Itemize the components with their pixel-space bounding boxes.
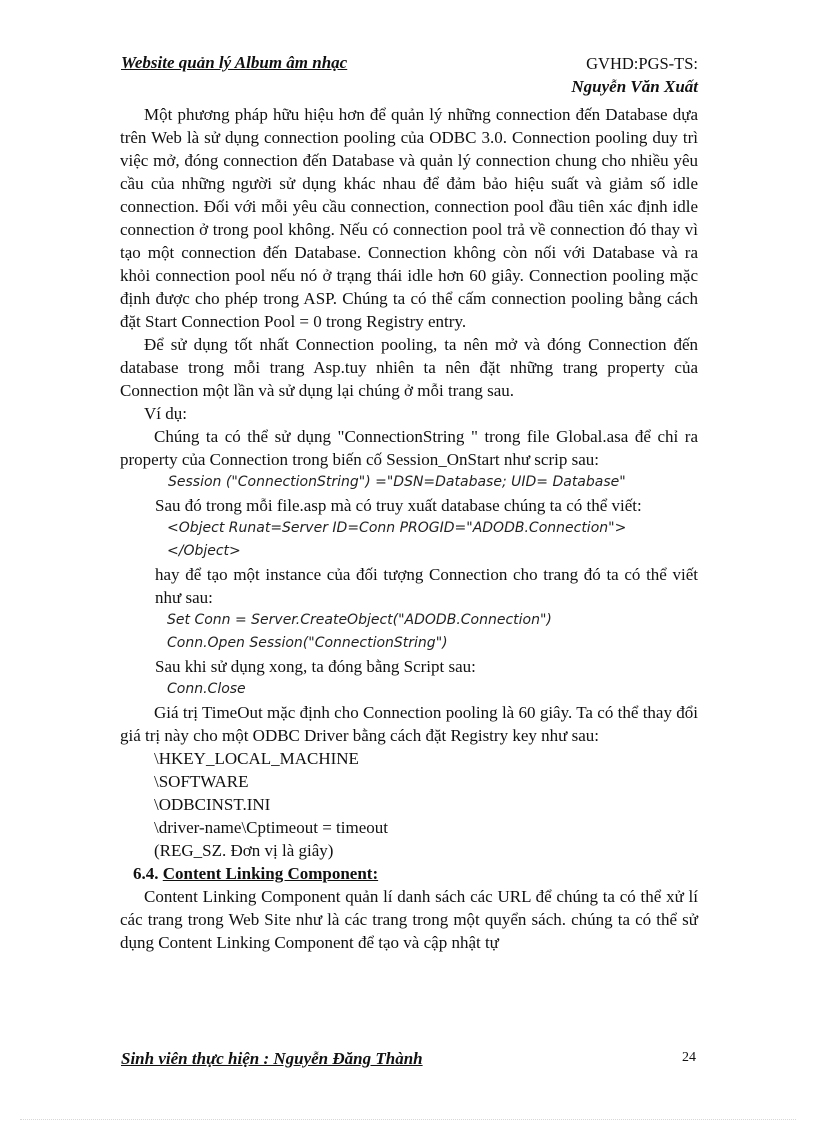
paragraph-connection-pooling: Một phương pháp hữu hiệu hơn để quản lý những connection đến Database dựa trên Web là sử dụng connection pooling của ODBC 3.0. Connection pooling duy trì việc mở, đóng connection đến Database và quản lý connection chung cho nhiều yêu cầu của những người sử dụng khác nhau để đảm bảo hiệu suất và giảm số idle connection. Đối với mỗi yêu cầu connection, connection pool đầu tiên xác định idle connection ở trong pool không. Nếu có connection pool trả về connection đó thay vì tạo một connection đến Database. Connection không còn nối với Database và ra khỏi connection pool nếu nó ở trạng thái idle hơn 60 giây. Connection pooling mặc định được cho phép trong ASP. Chúng ta có thể cấm connection pooling bằng cách đặt Start Connection Pool = 0 trong Registry entry. — [120, 105, 698, 331]
code-session-connectionstring: Session ("ConnectionString") ="DSN=Database; UID= Database" — [168, 474, 626, 490]
paragraph-example-label: Ví dụ: — [144, 404, 187, 423]
section-heading — [120, 862, 698, 885]
registry-key-line: (REG_SZ. Đơn vị là giây) — [154, 841, 334, 860]
paragraph-global-asa: Chúng ta có thể sử dụng "ConnectionString " trong file Global.asa để chỉ ra property của Connection trong biến cố Session_OnStart như scrip sau: — [120, 427, 698, 469]
registry-key-line: \SOFTWARE — [154, 772, 249, 791]
paragraph-timeout: Giá trị TimeOut mặc định cho Connection pooling là 60 giây. Ta có thể thay đổi giá trị này cho một ODBC Driver bằng cách đặt Registry key như sau: — [120, 703, 698, 745]
paragraph-each-asp-file: Sau đó trong mỗi file.asp mà có truy xuất database chúng ta có thể viết: — [155, 496, 642, 515]
code-object-close-tag: </Object> — [167, 543, 241, 559]
header-supervisor-label: GVHD:PGS-TS: — [586, 54, 698, 73]
paragraph-content-linking: Content Linking Component quản lí danh sách các URL để chúng ta có thể xử lí các trang trong Web Site như là các trang trong một quyển sách. chúng ta có thể sử dụng Content Linking Component để tạo và cập nhật tự — [120, 887, 698, 952]
code-conn-close: Conn.Close — [167, 681, 246, 697]
registry-key-line: \ODBCINST.INI — [154, 795, 271, 814]
page-number: 24 — [682, 1050, 696, 1065]
code-set-conn: Set Conn = Server.CreateObject("ADODB.Connection") — [167, 612, 552, 628]
section-heading-number: 6.4. — [133, 864, 159, 883]
document-body — [120, 103, 698, 954]
footer-student: Sinh viên thực hiện : Nguyễn Đăng Thành — [121, 1049, 423, 1068]
header-title: Website quản lý Album âm nhạc — [121, 53, 348, 72]
code-object-tag: <Object Runat=Server ID=Conn PROGID="ADODB.Connection"> — [167, 520, 627, 536]
page-edge-divider — [20, 1119, 796, 1120]
paragraph-create-instance: hay để tạo một instance của đối tượng Connection cho trang đó ta có thể viết như sau: — [155, 565, 698, 607]
paragraph-close-script: Sau khi sử dụng xong, ta đóng bằng Script sau: — [155, 657, 476, 676]
header-supervisor-name: Nguyễn Văn Xuất — [571, 77, 698, 96]
registry-key-line: \driver-name\Cptimeout = timeout — [154, 818, 388, 837]
registry-key-line: \HKEY_LOCAL_MACHINE — [154, 749, 359, 768]
section-heading-title: Content Linking Component: — [162, 864, 379, 883]
paragraph-best-practice: Để sử dụng tốt nhất Connection pooling, ta nên mở và đóng Connection đến database trong mỗi trang Asp.tuy nhiên ta nên đặt những trang property của Connection một lần và sử dụng lại chúng ở mỗi trang sau. — [120, 335, 698, 400]
code-conn-open: Conn.Open Session("ConnectionString") — [167, 635, 448, 651]
